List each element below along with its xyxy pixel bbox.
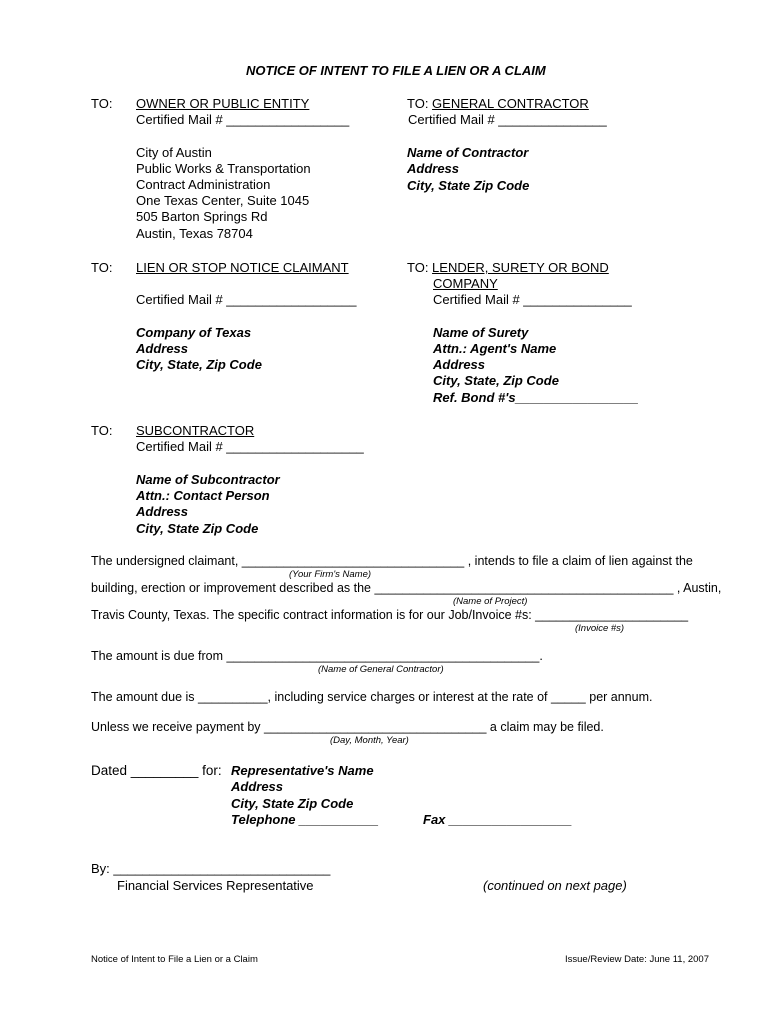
owner-address-line: City of Austin [136, 145, 212, 160]
sub-name: Name of Subcontractor [136, 472, 280, 487]
gc-city: City, State Zip Code [407, 178, 530, 193]
surety-heading-wrap [407, 260, 609, 276]
surety-city: City, State, Zip Code [433, 373, 559, 388]
sub-city: City, State Zip Code [136, 521, 259, 536]
to-label-gc: TO: [407, 96, 433, 111]
to-label-surety: TO: [407, 260, 433, 275]
owner-address-line: 505 Barton Springs Rd [136, 209, 268, 224]
representative-name: Representative's Name [231, 763, 374, 778]
surety-name: Name of Surety [433, 325, 529, 340]
invoice-line: Travis County, Texas. The specific contract information is for our Job/Invoice #s: ______________________ [91, 608, 689, 622]
sub-attn: Attn.: Contact Person [136, 488, 270, 503]
lien-company: Company of Texas [136, 325, 252, 340]
general-contractor-hint: (Name of General Contractor) [318, 664, 444, 675]
amount-due-from-line: The amount is due from _____________________________________________. [91, 649, 543, 663]
lien-city: City, State, Zip Code [136, 357, 262, 372]
gc-heading: GENERAL CONTRACTOR [432, 96, 589, 111]
invoice-hint: (Invoice #s) [575, 623, 625, 634]
project-line: building, erection or improvement described as the ___________________________________________ , Austin, [91, 581, 722, 595]
to-label-owner: TO: [91, 96, 113, 111]
surety-address: Address [433, 357, 486, 372]
dated-label: Dated _________ for: [91, 763, 222, 778]
to-label-sub: TO: [91, 423, 113, 438]
lien-heading: LIEN OR STOP NOTICE CLAIMANT [136, 260, 349, 275]
representative-telephone: Telephone ___________ [231, 812, 379, 827]
gc-heading-wrap [407, 96, 589, 112]
page-title: NOTICE OF INTENT TO FILE A LIEN OR A CLAIM [246, 63, 546, 78]
continued-note: (continued on next page) [483, 878, 627, 893]
project-name-hint: (Name of Project) [453, 596, 528, 607]
payment-deadline-line: Unless we receive payment by ________________________________ a claim may be filed. [91, 720, 604, 734]
lien-certified-mail: Certified Mail # __________________ [136, 292, 357, 307]
sub-certified-mail: Certified Mail # ___________________ [136, 439, 364, 454]
representative-fax: Fax _________________ [423, 812, 572, 827]
surety-certified-mail: Certified Mail # _______________ [433, 292, 632, 307]
owner-address-line: One Texas Center, Suite 1045 [136, 193, 310, 208]
claimant-line: The undersigned claimant, ________________________________ , intends to file a claim of lien against the [91, 554, 693, 568]
firm-name-hint: (Your Firm's Name) [289, 569, 372, 580]
surety-attn: Attn.: Agent's Name [433, 341, 557, 356]
surety-ref-bond: Ref. Bond #'s_________________ [433, 390, 639, 405]
footer-doc-title: Notice of Intent to File a Lien or a Claim [91, 954, 258, 965]
gc-name: Name of Contractor [407, 145, 529, 160]
gc-address: Address [407, 161, 460, 176]
footer-issue-date: Issue/Review Date: June 11, 2007 [565, 954, 709, 965]
surety-heading: LENDER, SURETY OR BOND [432, 260, 609, 275]
signer-role: Financial Services Representative [117, 878, 314, 893]
lien-address: Address [136, 341, 189, 356]
owner-address-line: Public Works & Transportation [136, 161, 311, 176]
owner-address-line: Austin, Texas 78704 [136, 226, 253, 241]
to-label-lien: TO: [91, 260, 113, 275]
gc-certified-mail: Certified Mail # _______________ [408, 112, 607, 127]
owner-heading: OWNER OR PUBLIC ENTITY [136, 96, 310, 111]
signature-line: By: ______________________________ [91, 861, 331, 876]
date-hint: (Day, Month, Year) [330, 735, 409, 746]
owner-certified-mail: Certified Mail # _________________ [136, 112, 350, 127]
surety-heading-2: COMPANY [433, 276, 498, 291]
representative-city: City, State Zip Code [231, 796, 354, 811]
sub-address: Address [136, 504, 189, 519]
sub-heading: SUBCONTRACTOR [136, 423, 255, 438]
representative-address: Address [231, 779, 284, 794]
amount-due-line: The amount due is __________, including service charges or interest at the rate of _____ per annum. [91, 690, 653, 704]
owner-address-line: Contract Administration [136, 177, 271, 192]
